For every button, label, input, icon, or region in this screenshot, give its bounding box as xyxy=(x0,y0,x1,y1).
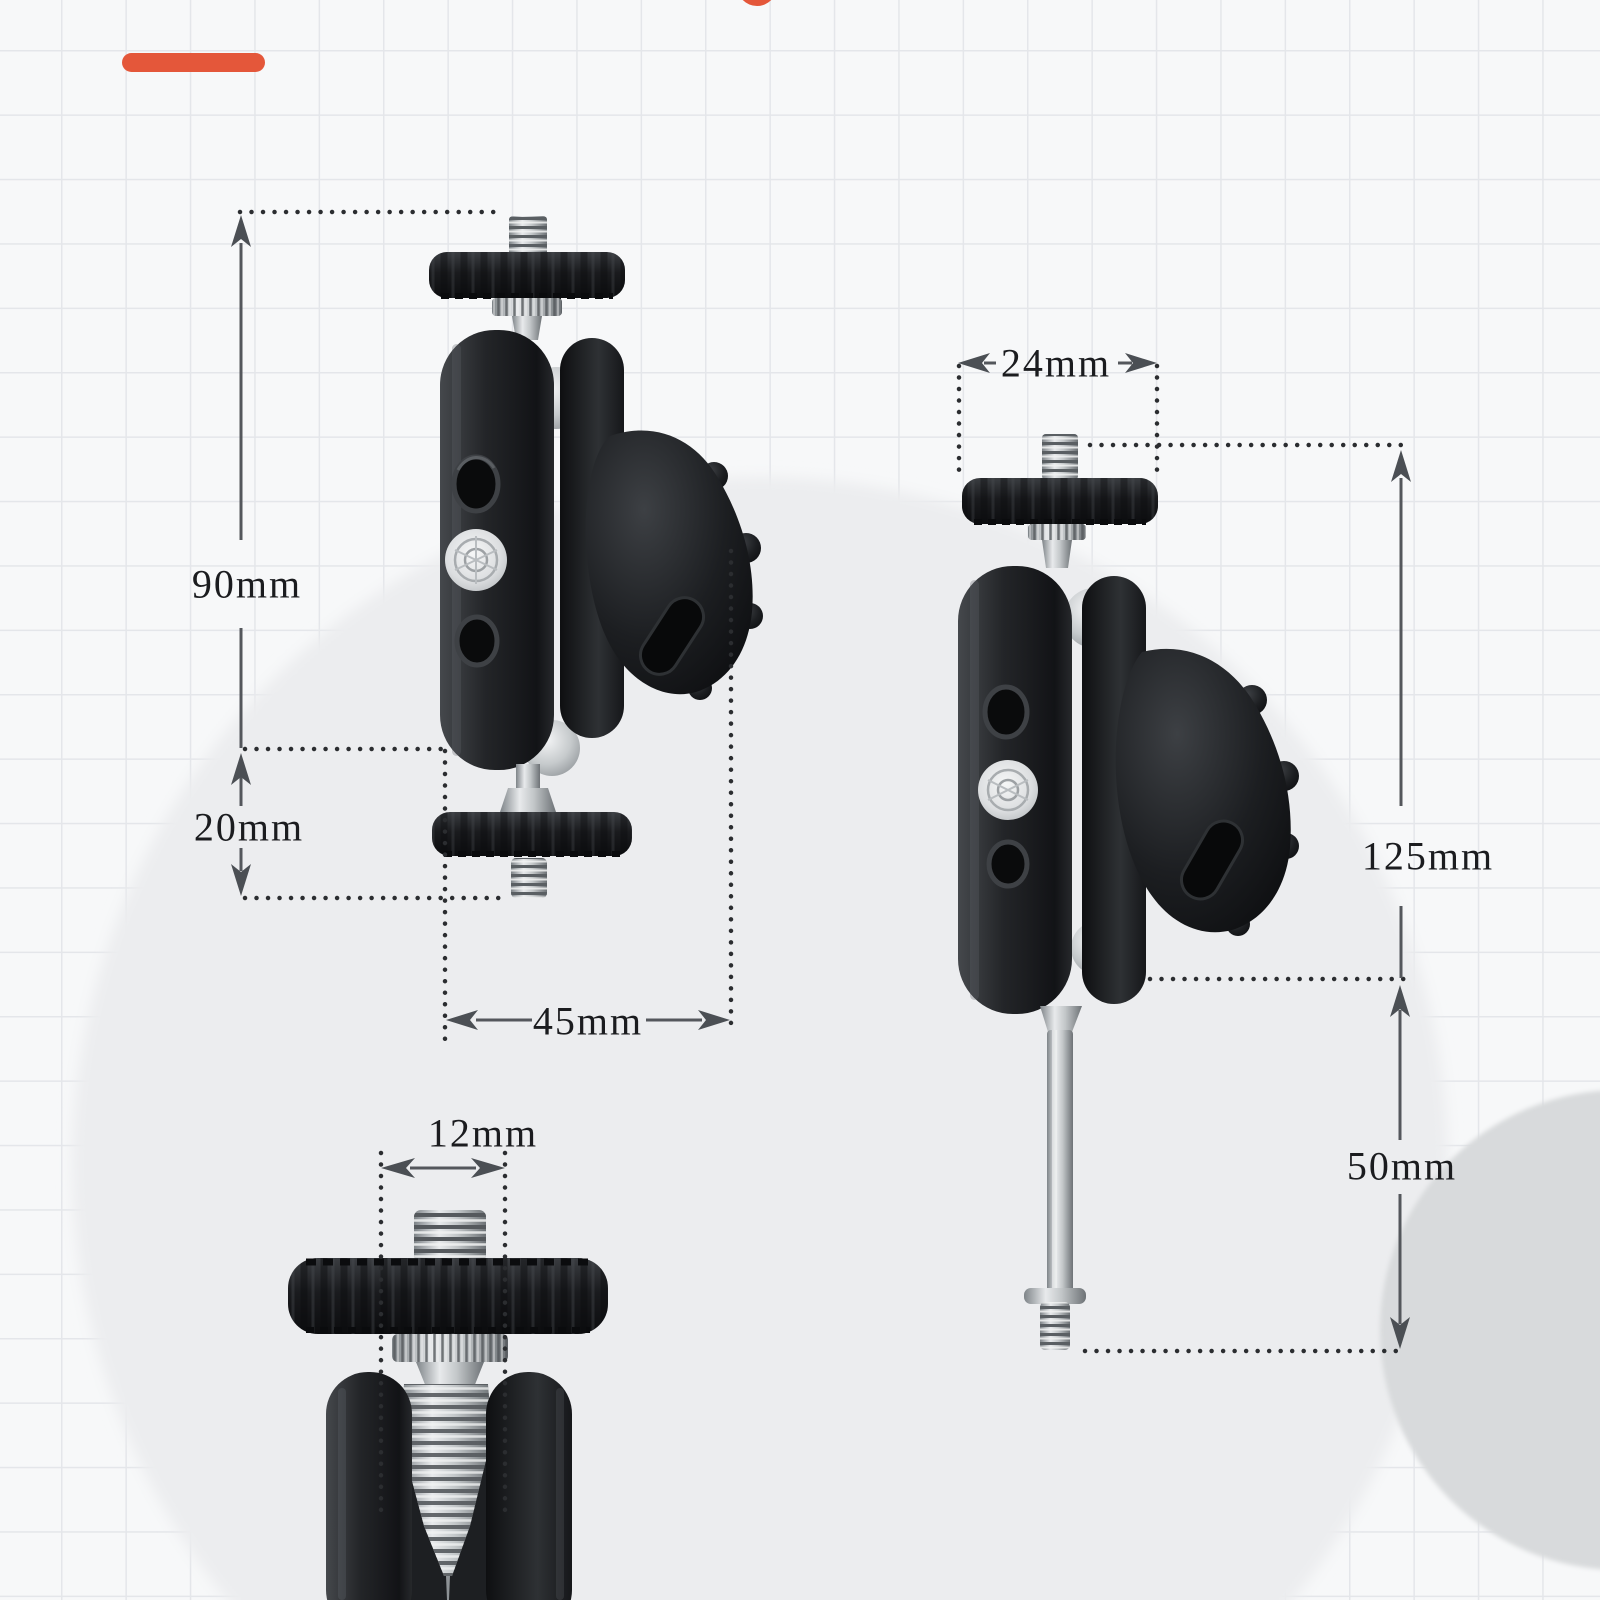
knurled-collar-texture xyxy=(492,298,562,316)
clamp-arm-right xyxy=(486,1372,572,1600)
dimension-label-body-width: 45mm xyxy=(532,998,644,1044)
quarter-inch-hole-bottom xyxy=(457,617,497,665)
detail-screw-thread-icon xyxy=(414,1210,486,1262)
screw-detail-illustration xyxy=(288,1210,608,1600)
neck-post xyxy=(1042,540,1072,568)
dimension-label-rod-length: 50mm xyxy=(1346,1143,1458,1189)
silver-plate-badge xyxy=(978,760,1038,820)
top-mount-screw-icon xyxy=(509,216,547,256)
knurled-collar-texture xyxy=(392,1334,508,1362)
dimension-label-overall-height: 90mm xyxy=(191,561,303,607)
clamp-arm-left xyxy=(326,1372,412,1600)
quarter-inch-hole-top xyxy=(985,687,1027,737)
quarter-inch-hole-top xyxy=(454,457,498,511)
quarter-inch-hole-bottom xyxy=(989,842,1027,886)
top-mount-screw-icon xyxy=(1042,434,1078,480)
dimension-label-bottom-screw-length: 20mm xyxy=(193,804,305,850)
detail-thumbwheel-icon xyxy=(288,1258,608,1334)
knurled-collar-texture xyxy=(1028,524,1086,540)
dimension-label-assembly-height: 125mm xyxy=(1361,833,1495,879)
top-thumbwheel-icon xyxy=(429,252,625,298)
dimension-label-head-width: 24mm xyxy=(1000,340,1112,386)
body-highlight xyxy=(970,580,979,1000)
dimension-label-thread-diameter: 12mm xyxy=(427,1110,539,1156)
accent-dash xyxy=(122,53,265,72)
silver-plate-badge xyxy=(445,529,507,591)
top-thumbwheel-icon xyxy=(962,478,1158,524)
